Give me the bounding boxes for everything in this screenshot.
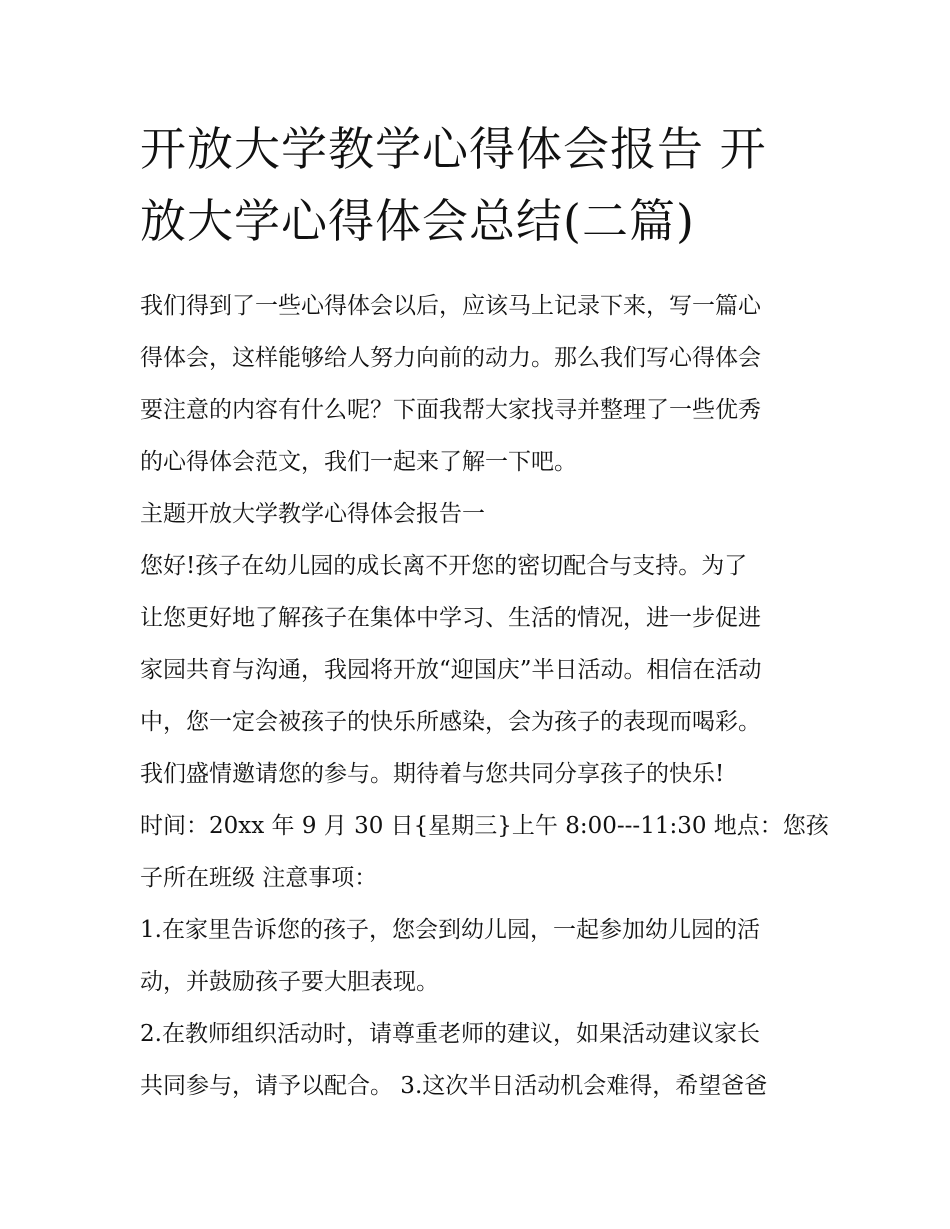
document-body (140, 280, 829, 1112)
notice-item-line: 共同参与，请予以配合。 3.这次半日活动机会难得，希望爸爸 (140, 1073, 768, 1099)
title-line: 放大学心得体会总结(二篇) (140, 194, 695, 248)
letter-paragraph-line: 您好!孩子在幼儿园的成长离不开您的密切配合与支持。为了 (140, 553, 748, 579)
section-heading: 主题开放大学教学心得体会报告一 (140, 501, 485, 527)
intro-paragraph-line: 我们得到了一些心得体会以后，应该马上记录下来，写一篇心 (140, 293, 761, 319)
letter-paragraph-line: 我们盛情邀请您的参与。期待着与您共同分享孩子的快乐! (140, 761, 725, 787)
letter-paragraph-line: 家园共育与沟通，我园将开放“迎国庆”半日活动。相信在活动 (140, 657, 762, 683)
notice-item-line: 1.在家里告诉您的孩子，您会到幼儿园，一起参加幼儿园的活 (140, 917, 760, 943)
notice-item-line: 动，并鼓励孩子要大胆表现。 (140, 969, 439, 995)
intro-paragraph-line: 得体会，这样能够给人努力向前的动力。那么我们写心得体会 (140, 345, 761, 371)
time-location-line: 子所在班级 注意事项： (140, 865, 378, 891)
notice-item-line: 2.在教师组织活动时，请尊重老师的建议，如果活动建议家长 (140, 1021, 760, 1047)
time-location-line: 时间：20xx 年 9 月 30 日{星期三}上午 8:00---11:30 地点：您孩 (140, 813, 829, 839)
letter-paragraph-line: 让您更好地了解孩子在集体中学习、生活的情况，进一步促进 (140, 605, 761, 631)
intro-paragraph-line: 要注意的内容有什么呢？下面我帮大家找寻并整理了一些优秀 (140, 397, 761, 423)
title-line: 开放大学教学心得体会报告 开 (140, 122, 767, 176)
letter-paragraph-line: 中，您一定会被孩子的快乐所感染，会为孩子的表现而喝彩。 (140, 709, 761, 735)
document-title (140, 113, 820, 257)
intro-paragraph-line: 的心得体会范文，我们一起来了解一下吧。 (140, 449, 577, 475)
